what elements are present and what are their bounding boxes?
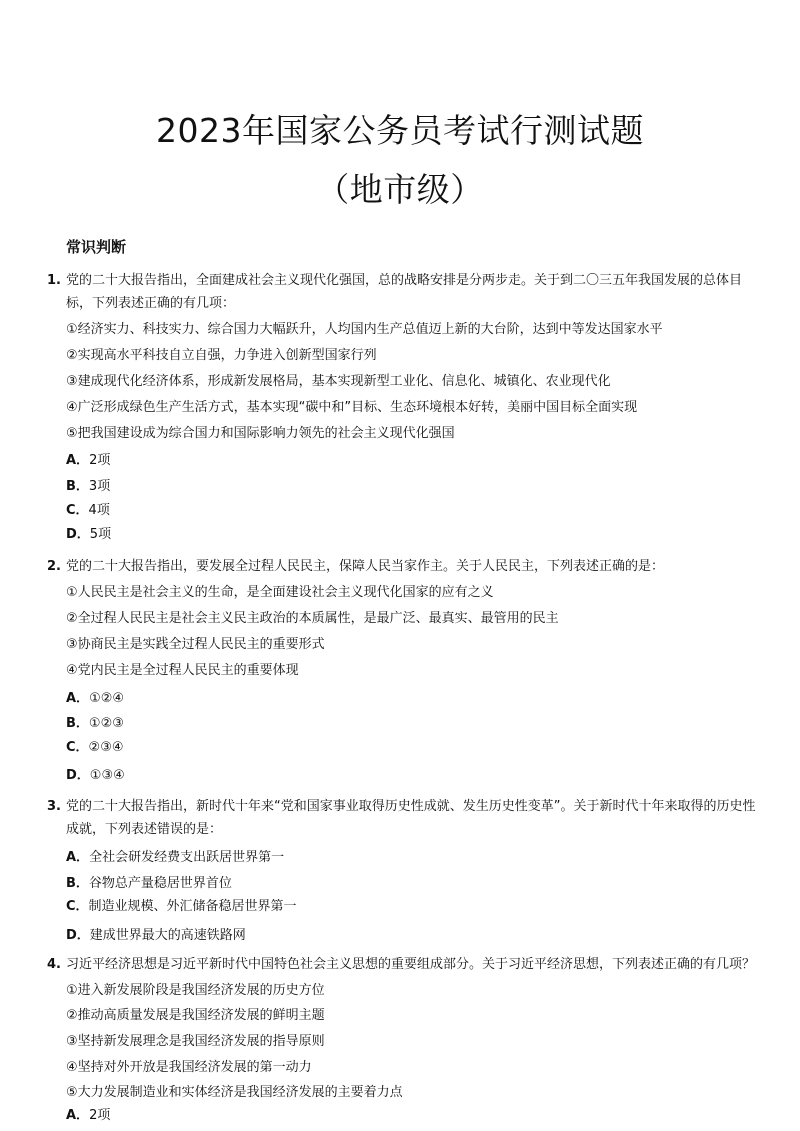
question-number: 2. [47,559,61,574]
option-text: 3项 [88,479,111,494]
option-label: C． [66,899,89,914]
statement-item: ③协商民主是实践全过程人民民主的重要形式 [66,637,325,652]
answer-option[interactable] [66,876,232,892]
statement-item: ⑤把我国建设成为综合国力和国际影响力领先的社会主义现代化强国 [66,426,455,441]
statement-item: ①人民民主是社会主义的生命，是全面建设社会主义现代化国家的应有之义 [66,585,494,600]
answer-option[interactable] [66,503,110,519]
question-stem-line: 党的二十大报告指出，要发展全过程人民民主，保障人民当家作主。关于人民民主，下列表述正确的是： [66,559,665,574]
answer-option[interactable] [66,527,111,543]
answer-option[interactable] [66,691,124,707]
question-stem-line: 成就，下列表述错误的是： [66,822,223,837]
answer-option[interactable] [66,928,246,944]
section-heading: 常识判断 [66,238,127,256]
statement-item: ⑤大力发展制造业和实体经济是我国经济发展的主要着力点 [66,1085,403,1100]
statement-item: ③建成现代化经济体系，形成新发展格局，基本实现新型工业化、信息化、城镇化、农业现代化 [66,374,611,389]
answer-option[interactable] [66,716,124,732]
option-text: 谷物总产量稳居世界首位 [88,876,232,891]
option-label: B． [66,876,89,891]
option-label: D． [66,768,90,783]
question-stem-line: 标，下列表述正确的有几项： [66,296,236,311]
answer-option[interactable] [66,899,297,915]
option-text: ①③④ [89,768,125,783]
question-number: 1. [47,273,61,288]
option-text: 全社会研发经费支出跃居世界第一 [89,850,285,865]
option-label: B． [66,716,89,731]
option-text: 2项 [89,453,111,468]
option-label: A． [66,691,90,706]
question-stem-line: 党的二十大报告指出，新时代十年来“党和国家事业取得历史性成就、发生历史性变革”。关于新时代十年来取得的历史性 [66,799,756,814]
option-text: ①②④ [89,691,125,706]
statement-item: ②全过程人民民主是社会主义民主政治的本质属性，是最广泛、最真实、最管用的民主 [66,611,559,626]
question-number: 3. [47,799,61,814]
question-stem-line: 党的二十大报告指出，全面建成社会主义现代化强国，总的战略安排是分两步走。关于到二〇三五年我国发展的总体目 [66,273,743,288]
option-text: 2项 [89,1108,111,1123]
statement-item: ④坚持对外开放是我国经济发展的第一动力 [66,1060,312,1075]
statement-item: ②推动高质量发展是我国经济发展的鲜明主题 [66,1008,325,1023]
option-text: 4项 [88,503,110,518]
option-text: 5项 [89,527,112,542]
option-text: ②③④ [88,740,124,755]
answer-option[interactable] [66,740,124,756]
question-number: 4. [47,957,61,972]
option-label: A． [66,850,90,865]
option-text: 建成世界最大的高速铁路网 [89,928,246,943]
option-text: ①②③ [88,716,124,731]
page-title: 2023年国家公务员考试行测试题 [156,111,644,150]
answer-option[interactable] [66,479,110,495]
statement-item: ③坚持新发展理念是我国经济发展的指导原则 [66,1034,325,1049]
answer-option[interactable] [66,453,110,469]
option-label: C． [66,740,89,755]
statement-item: ②实现高水平科技自立自强，力争进入创新型国家行列 [66,348,377,363]
statement-item: ①经济实力、科技实力、综合国力大幅跃升，人均国内生产总值迈上新的大台阶，达到中等发达国家水平 [66,322,663,337]
option-label: A． [66,453,90,468]
answer-option[interactable] [66,768,125,784]
answer-option[interactable] [66,850,284,866]
option-label: A． [66,1108,90,1123]
page-subtitle: （地市级） [316,170,484,209]
option-text: 制造业规模、外汇储备稳居世界第一 [88,899,297,914]
statement-item: ④党内民主是全过程人民民主的重要体现 [66,663,299,678]
statement-item: ④广泛形成绿色生产生活方式，基本实现“碳中和”目标、生态环境根本好转，美丽中国目标全面实现 [66,400,638,415]
answer-option[interactable] [66,1108,110,1124]
option-label: D． [66,527,90,542]
statement-item: ①进入新发展阶段是我国经济发展的历史方位 [66,983,325,998]
option-label: D． [66,928,90,943]
question-stem-line: 习近平经济思想是习近平新时代中国特色社会主义思想的重要组成部分。关于习近平经济思想，下列表述正确的有几项？ [66,957,756,972]
option-label: B． [66,479,89,494]
option-label: C． [66,503,89,518]
